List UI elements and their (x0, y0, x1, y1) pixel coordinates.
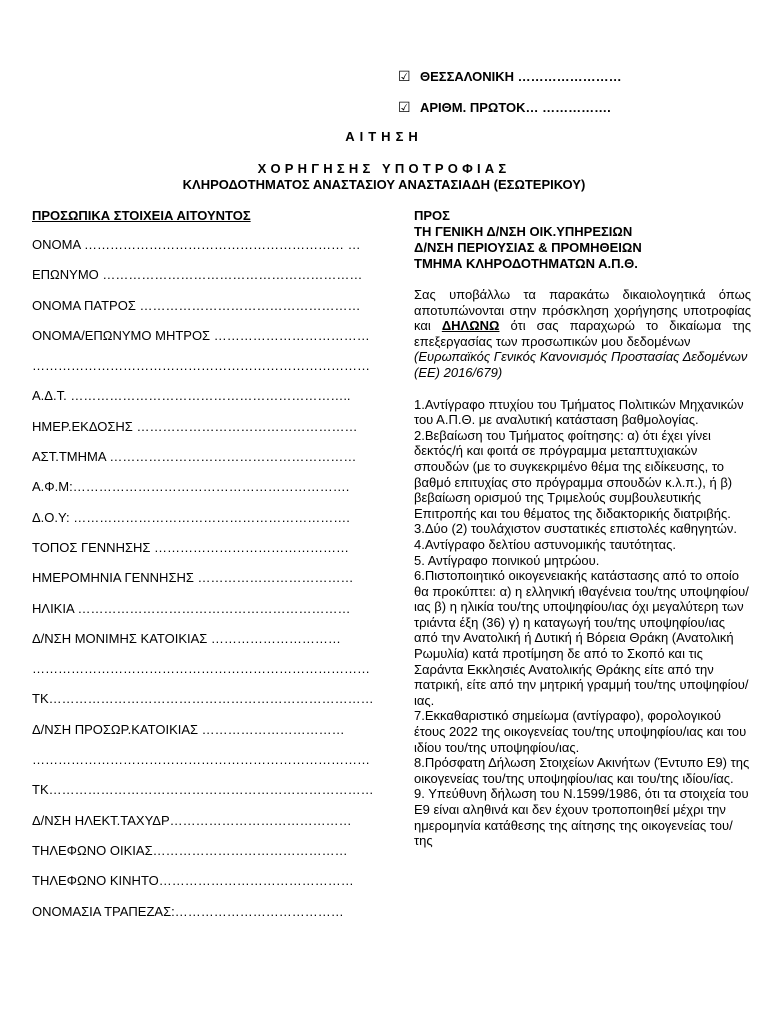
personal-field: ΑΣΤ.ΤΜΗΜΑ ………………………………………………… (32, 449, 357, 465)
declaration-text-end: ότι σας παραχωρώ το δικαίωμα της επεξεργασίας των προσωπικών μου δεδομένων (414, 318, 752, 349)
recipient-block (414, 208, 751, 272)
document-item: 1.Αντίγραφο πτυχίου του Τμήματος Πολιτικών Μηχανικών του Α.Π.Θ. με αναλυτική κατάσταση βαθμολογίας. (414, 396, 744, 428)
declaration-paragraph (414, 287, 751, 349)
required-documents-list (414, 397, 751, 849)
personal-field: ΟΝΟΜΑ …………………………………………………… … (32, 237, 361, 252)
personal-field: Δ/ΝΣΗ ΠΡΟΣΩΡ.ΚΑΤΟΙΚΙΑΣ …………………………… (32, 721, 345, 737)
personal-field: Δ/ΝΣΗ ΗΛΕΚΤ.ΤΑΧΥΔΡ…………………………………… (32, 812, 352, 828)
document-title: ΑΙΤΗΣΗ (345, 129, 423, 144)
document-item: 4.Αντίγραφο δελτίου αστυνομικής ταυτότητας. (414, 536, 676, 552)
personal-details-heading: ΠΡΟΣΩΠΙΚΑ ΣΤΟΙΧΕΙΑ ΑΙΤΟΥΝΤΟΣ (32, 208, 251, 223)
document-item: 6.Πιστοποιητικό οικογενειακής κατάστασης από το οποίο θα προκύπτει: α) η ελληνική ιθαγένεια του/της υποψηφίου/ιας β) η ηλικία του/της υποψηφίου/ιας όχι μεγαλύτερη των τριάντα έξη (36) γ) η καταγωγή του/της υποψηφίου/ιας από την Ανατολική ή Δυτική ή Βόρεια Θράκη (Ανατολική Ρωμυλία) κατά προτίμηση δε από το Σκοπό και τις Σαράντα Εκκλησιές Ανατολικής Θράκης είτε από την πατρική, είτε από την μητρική γραμμή του/της υποψηφίου/ιας. (414, 568, 749, 708)
personal-field: ΗΜΕΡ.ΕΚΔΟΣΗΣ …………………………………………… (32, 418, 358, 434)
document-item: 3.Δύο (2) τουλάχιστον συστατικές επιστολές καθηγητών. (414, 521, 737, 537)
personal-field: Α.Δ.Τ. ……………………………………………………….. (32, 388, 351, 404)
personal-field: ΤΟΠΟΣ ΓΕΝΝΗΣΗΣ ……………………………………… (32, 539, 350, 555)
personal-field: ΤΚ………………………………………………………………… (32, 691, 374, 707)
document-subtitle: ΧΟΡΗΓΗΣΗΣ ΥΠΟΤΡΟΦΙΑΣ (257, 161, 511, 176)
document-item: 5. Αντίγραφο ποινικού μητρώου. (414, 552, 600, 568)
document-item: 9. Υπεύθυνη δήλωση του Ν.1599/1986, ότι τα στοιχεία του Ε9 είναι αληθινά και δεν έχουν τροποποιηθεί μέχρι την ημερομηνία κατάθεσης της αίτησης της οικογενείας του/της (414, 786, 749, 849)
personal-field: ΤΗΛΕΦΩΝΟ ΚΙΝΗΤΟ……………………………………… (32, 873, 354, 889)
personal-field: …………………………………………………………………… (32, 752, 370, 768)
personal-field: …………………………………………………………………… (32, 358, 370, 374)
recipient-line: ΤΜΗΜΑ ΚΛΗΡΟΔΟΤΗΜΑΤΩΝ Α.Π.Θ. (414, 256, 638, 271)
personal-field: ΕΠΩΝΥΜΟ …………………………………………………… (32, 267, 363, 283)
recipient-line: ΤΗ ΓΕΝΙΚΗ Δ/ΝΣΗ ΟΙΚ.ΥΠΗΡΕΣΙΩΝ (414, 224, 633, 239)
personal-field: ΟΝΟΜΑ/ΕΠΩΝΥΜΟ ΜΗΤΡΟΣ ……………………………… (32, 327, 370, 343)
regulation-citation: (Ευρωπαϊκός Γενικός Κανονισμός Προστασίας Δεδομένων (ΕΕ) 2016/679) (414, 349, 748, 380)
document-subtitle-2: ΚΛΗΡΟΔΟΤΗΜΑΤΟΣ ΑΝΑΣΤΑΣΙΟΥ ΑΝΑΣΤΑΣΙΑΔΗ (ΕΣΩΤΕΡΙΚΟΥ) (182, 177, 586, 192)
document-item: 8.Πρόσφατη Δήλωση Στοιχείων Ακινήτων (Έντυπο Ε9) της οικογενείας του/της υποψηφίου/ιας και του/της ιδίου/ίας. (414, 755, 750, 786)
personal-field: …………………………………………………………………… (32, 661, 370, 677)
personal-field: ΗΜΕΡΟΜΗΝΙΑ ΓΕΝΝΗΣΗΣ ……………………………… (32, 570, 354, 586)
checkbox-icon: ☑ (398, 68, 411, 84)
personal-field: Δ/ΝΣΗ ΜΟΝΙΜΗΣ ΚΑΤΟΙΚΙΑΣ ………………………… (32, 630, 341, 646)
personal-field: ΤΗΛΕΦΩΝΟ ΟΙΚΙΑΣ……………………………………… (32, 842, 348, 858)
application-body (414, 208, 751, 849)
declaration-emphasis: ΔΗΛΩΝΩ (441, 318, 500, 334)
document-item: 2.Βεβαίωση του Τμήματος φοίτησης: α) ότι έχει γίνει δεκτός/ή και φοιτά σε πρόγραμμα μεταπτυχιακών σπουδών (με το συγκεκριμένο θέμα της ειδίκευσης, το βαθμό επιτυχίας στο πρόγραμμα σπουδών κ.λ.π.), ή β) βεβαίωση ορισμού της Τριμελούς συμβουλευτικής Επιτροπής και του θέματος της διδακτορικής διατριβής. (414, 427, 733, 521)
personal-field: Α.Φ.Μ:………………………………………………………. (32, 479, 350, 495)
protocol-line (398, 99, 611, 116)
city-text: ΘΕΣΣΑΛΟΝΙΚΗ …………………… (420, 69, 622, 84)
declaration-text: Σας υποβάλλω τα παρακάτω δικαιολογητικά όπως αποτυπώνονται στην πρόσκληση χορήγησης υποτροφίας και (414, 287, 751, 334)
personal-field: ΟΝΟΜΑΣΙΑ ΤΡΑΠΕΖΑΣ:………………………………… (32, 903, 344, 919)
recipient-line: Δ/ΝΣΗ ΠΕΡΙΟΥΣΙΑΣ & ΠΡΟΜΗΘΕΙΩΝ (414, 240, 642, 255)
personal-field: ΟΝΟΜΑ ΠΑΤΡΟΣ …………………………………………… (32, 297, 361, 313)
personal-field: ΗΛΙΚΙΑ ……………………………………………………… (32, 600, 351, 616)
personal-details-section (32, 208, 394, 927)
document-item: 7.Εκκαθαριστικό σημείωμα (αντίγραφο), φορολογικού έτους 2022 της οικογενείας του/της υποψηφίου/ιας και του ιδίου του/της υποψηφίου/ιας. (414, 708, 747, 755)
protocol-text: ΑΡΙΘΜ. ΠΡΩΤΟΚ… ……………. (420, 100, 611, 115)
recipient-to: ΠΡΟΣ (414, 208, 450, 223)
personal-field: Δ.Ο.Υ: ………………………………………………………. (32, 509, 350, 525)
checkbox-icon: ☑ (398, 99, 411, 115)
city-line (398, 68, 622, 85)
personal-field: ΤΚ………………………………………………………………… (32, 782, 374, 798)
